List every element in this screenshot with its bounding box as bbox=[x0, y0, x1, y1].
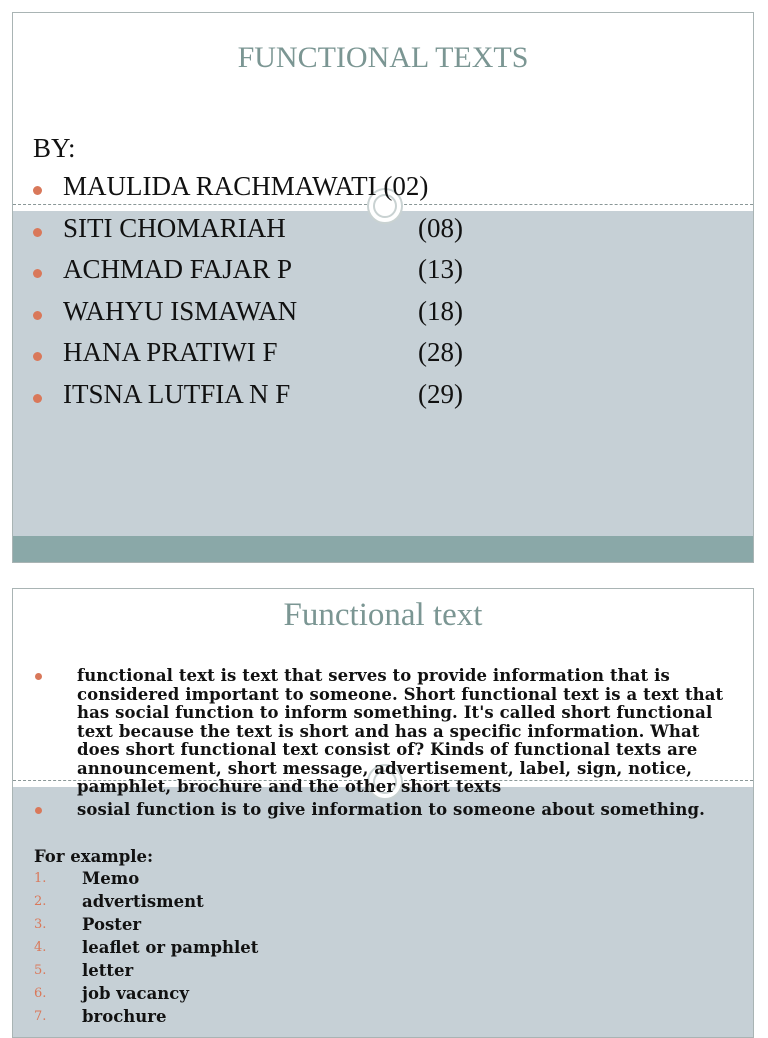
member-name: WAHYU ISMAWAN bbox=[63, 295, 298, 326]
by-label: BY: bbox=[33, 133, 76, 163]
paragraph-text: functional text is text that serves to provide information that is considered important to someone. Short functional text is a text that has social function to inform something. It's called short functional text because the text is short and has a specific information. What does short functional text consist of? Kinds of functional texts are announcement, short message, advertisement, label, sign, notice, pamphlet, brochure and the other short texts bbox=[77, 666, 724, 796]
slide-title: FUNCTIONAL TEXTS bbox=[237, 41, 529, 74]
item-number: 6. bbox=[34, 986, 47, 1001]
list-item bbox=[33, 801, 743, 820]
item-label: Memo bbox=[82, 869, 140, 888]
list-item bbox=[33, 667, 743, 797]
member-name: HANA PRATIWI F bbox=[63, 337, 278, 368]
slide-title: Functional text bbox=[283, 597, 483, 633]
item-number: 5. bbox=[34, 963, 47, 978]
item-label: Poster bbox=[82, 915, 142, 934]
member-name: ITSNA LUTFIA N F bbox=[63, 378, 291, 409]
item-label: brochure bbox=[82, 1007, 167, 1026]
bullet-icon bbox=[33, 228, 42, 237]
item-number: 3. bbox=[34, 917, 47, 932]
member-name: MAULIDA RACHMAWATI (02) bbox=[63, 171, 429, 201]
slide-footer-bar bbox=[13, 536, 753, 562]
item-label: advertisment bbox=[82, 892, 204, 911]
item-number: 1. bbox=[34, 871, 47, 886]
bullet-icon bbox=[33, 186, 42, 195]
paragraph-list bbox=[33, 667, 743, 819]
member-number: (29) bbox=[418, 378, 463, 409]
item-number: 7. bbox=[34, 1009, 47, 1024]
item-number: 4. bbox=[34, 940, 47, 955]
member-number: (13) bbox=[418, 254, 463, 285]
bullet-icon bbox=[33, 311, 42, 320]
item-label: leaflet or pamphlet bbox=[82, 938, 259, 957]
paragraph-text: sosial function is to give information to someone about something. bbox=[77, 799, 705, 819]
example-heading: For example: bbox=[34, 847, 154, 866]
member-name: ACHMAD FAJAR P bbox=[63, 254, 293, 285]
bullet-icon bbox=[35, 807, 42, 814]
item-number: 2. bbox=[34, 894, 47, 909]
slide-1 bbox=[12, 12, 754, 563]
slide-2 bbox=[12, 588, 754, 1038]
member-number: (28) bbox=[418, 337, 463, 368]
member-number: (18) bbox=[418, 295, 463, 326]
item-label: letter bbox=[82, 961, 134, 980]
member-name: SITI CHOMARIAH bbox=[63, 212, 286, 243]
item-label: job vacancy bbox=[82, 984, 189, 1003]
bullet-icon bbox=[33, 394, 42, 403]
bullet-icon bbox=[35, 673, 42, 680]
member-number: (08) bbox=[418, 212, 463, 243]
